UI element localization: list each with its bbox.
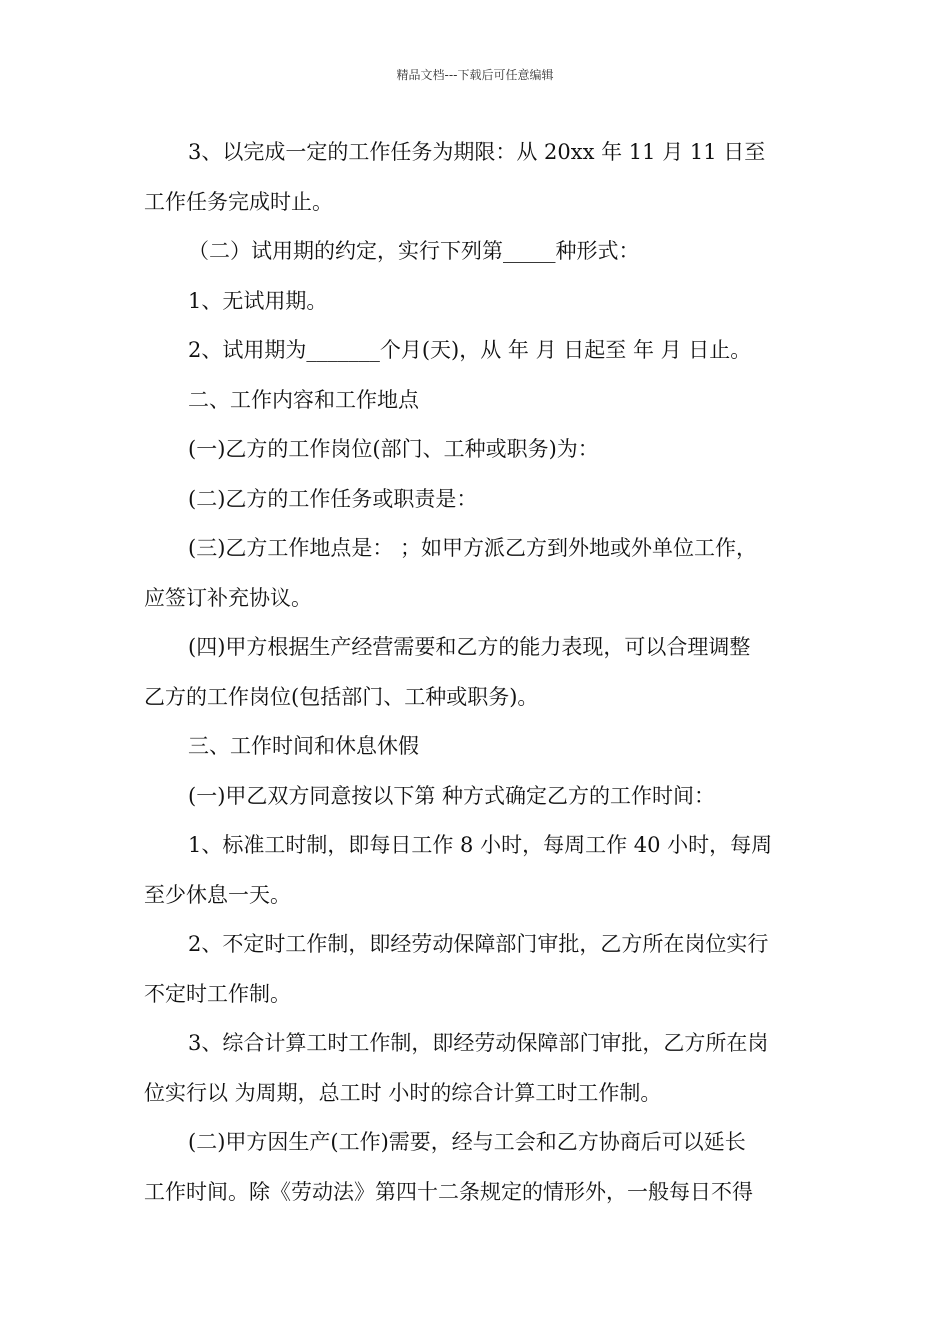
text-line: 3、综合计算工时工作制，即经劳动保障部门审批，乙方所在岗 <box>188 1031 769 1055</box>
text-line: 至少休息一天。 <box>144 882 291 907</box>
text-line: 2、不定时工作制，即经劳动保障部门审批，乙方所在岗位实行 <box>188 932 769 956</box>
text-line: (二)甲方因生产(工作)需要，经与工会和乙方协商后可以延长 <box>188 1130 746 1154</box>
text-line: (一)甲乙双方同意按以下第 种方式确定乙方的工作时间： <box>188 783 716 808</box>
text-line: （二）试用期的约定，实行下列第_____种形式： <box>188 239 640 263</box>
text-line: 工作时间。除《劳动法》第四十二条规定的情形外，一般每日不得 <box>144 1179 753 1204</box>
text-line: (二)乙方的工作任务或职责是： <box>188 486 478 511</box>
section-heading: 三、工作时间和休息休假 <box>188 734 419 758</box>
text-line: 乙方的工作岗位(包括部门、工种或职务)。 <box>144 684 539 709</box>
text-line: 1、标准工时制，即每日工作 8 小时，每周工作 40 小时，每周 <box>188 833 773 857</box>
text-line: (三)乙方工作地点是： ；如甲方派乙方到外地或外单位工作， <box>188 536 758 560</box>
document-body <box>144 128 806 1217</box>
text-line: 位实行以 为周期，总工时 小时的综合计算工时工作制。 <box>144 1080 662 1105</box>
text-line: (一)乙方的工作岗位(部门、工种或职务)为： <box>188 437 599 461</box>
text-line: 不定时工作制。 <box>144 981 291 1006</box>
text-line: 3、以完成一定的工作任务为期限：从 20xx 年 11 月 11 日至 <box>188 140 766 164</box>
page-header: 精品文档---下载后可任意编辑 <box>396 68 554 82</box>
text-line: 1、无试用期。 <box>188 288 328 313</box>
text-line: 工作任务完成时止。 <box>144 189 333 214</box>
text-line: 应签订补充协议。 <box>144 585 312 610</box>
text-line: (四)甲方根据生产经营需要和乙方的能力表现，可以合理调整 <box>188 635 751 659</box>
section-heading: 二、工作内容和工作地点 <box>188 387 419 412</box>
text-line: 2、试用期为_______个月(天)，从 年 月 日起至 年 月 日止。 <box>188 338 752 362</box>
